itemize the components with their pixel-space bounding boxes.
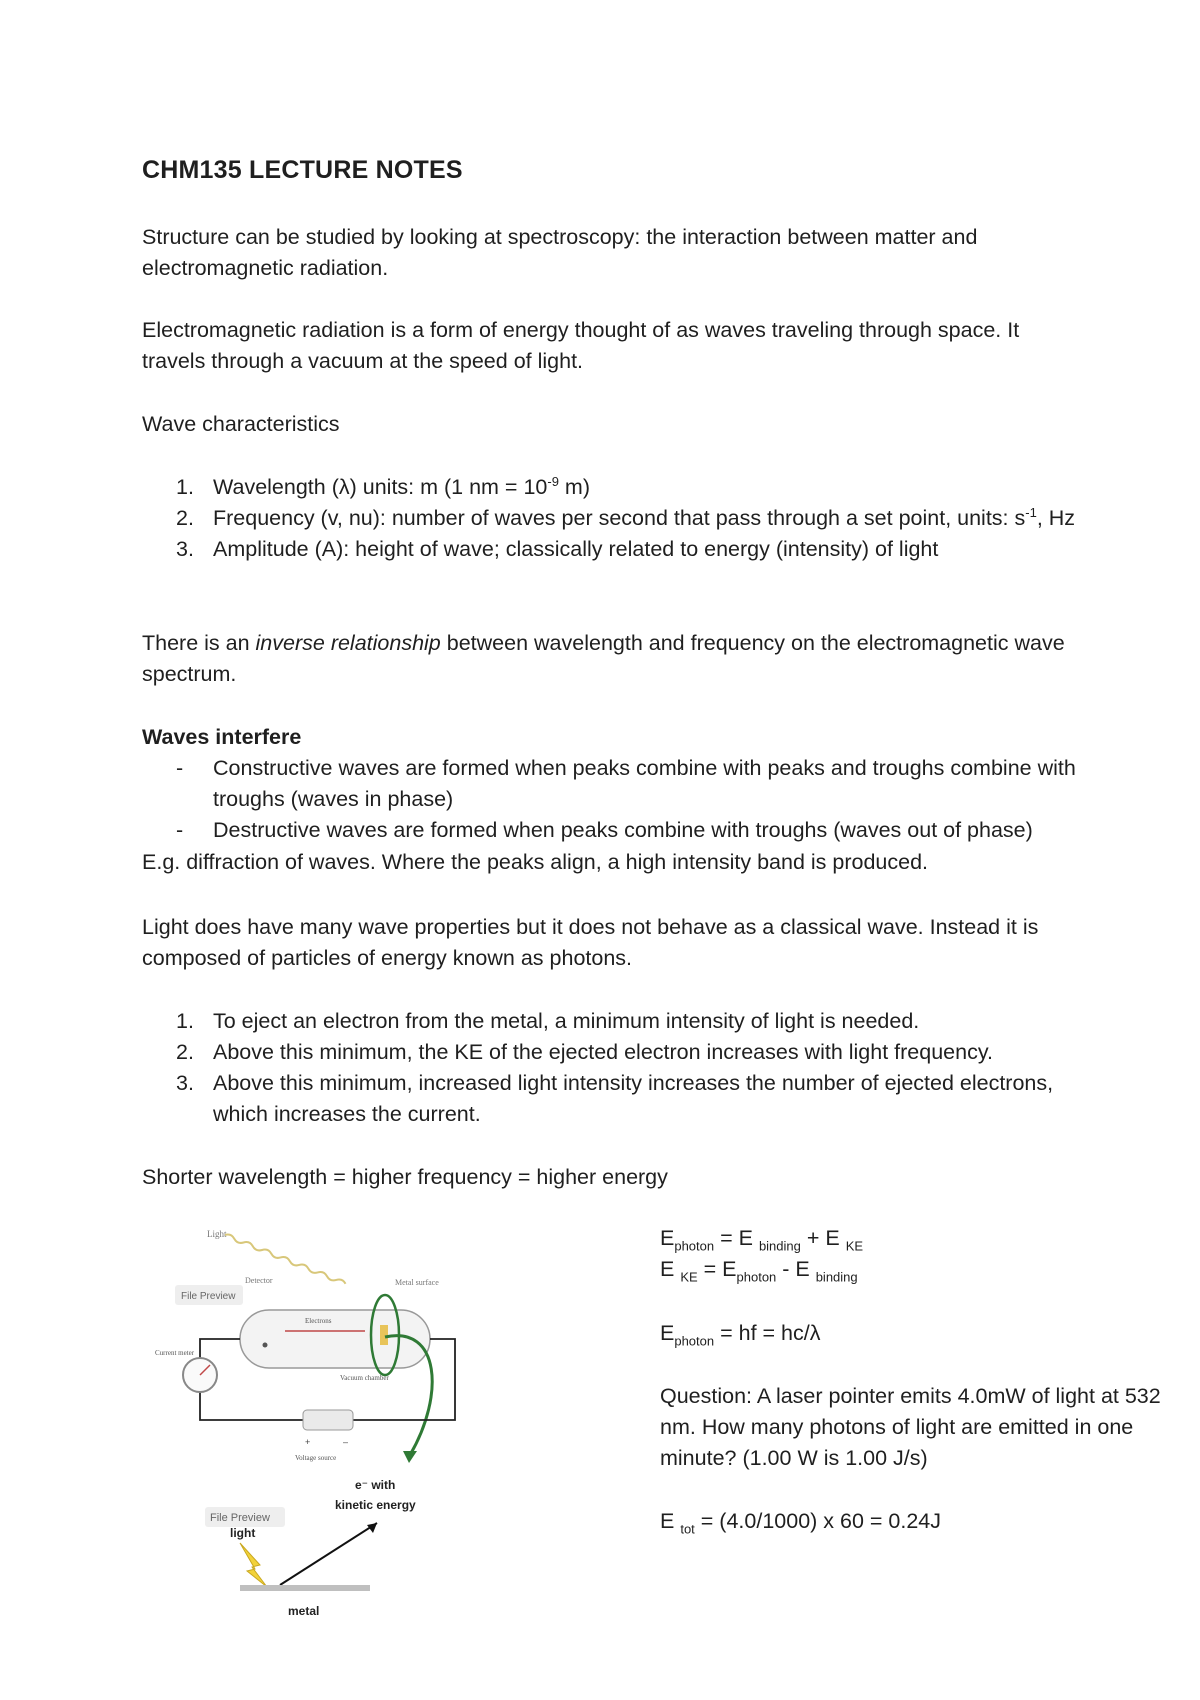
photoelectric-diagram xyxy=(155,1225,485,1625)
wave-characteristics-list xyxy=(142,472,1082,565)
paragraph-photons: Light does have many wave properties but it does not behave as a classical wave. Instead it is composed of particles of energy known as photons. xyxy=(142,915,1039,970)
electrons-label: Electrons xyxy=(305,1317,332,1325)
vacuum-tube xyxy=(240,1310,430,1368)
detector-label: Detector xyxy=(245,1276,273,1285)
shorter-wavelength-statement: Shorter wavelength = higher frequency = higher energy xyxy=(142,1165,668,1189)
list-item: 2. Frequency (v, nu): number of waves per second that pass through a set point, units: $s^{-1}$, Hz xyxy=(176,504,1076,530)
electron-dot xyxy=(263,1343,268,1348)
list-item: - Destructive waves are formed when peaks combine with troughs (waves out of phase) xyxy=(176,818,1033,842)
light-label-2: light xyxy=(230,1526,256,1540)
photoelectric-list xyxy=(142,1006,1082,1130)
waves-interfere-heading: Waves interfere xyxy=(142,725,302,749)
equation-planck: $E_{photon}$ = hf = hc/λ xyxy=(660,1321,821,1349)
paragraph-inverse-relationship: There is an inverse relationship between wavelength and frequency on the electromagnetic wave spectrum. xyxy=(142,631,1065,686)
wave-characteristics-heading: Wave characteristics xyxy=(142,412,340,436)
list-item: 3. Above this minimum, increased light intensity increases the number of ejected electrons, which increases the current. xyxy=(176,1071,1054,1126)
equation-total-energy: E $_{tot}$ = (4.0/1000) x 60 = 0.24J xyxy=(660,1509,942,1537)
list-item: - Constructive waves are formed when peaks combine with peaks and troughs combine with troughs (waves in phase) xyxy=(176,756,1076,811)
ejection-vector xyxy=(280,1523,377,1585)
metal-surface-label: Metal surface xyxy=(395,1278,439,1287)
voltage-source-label: Voltage source xyxy=(295,1454,337,1462)
light-label: Light xyxy=(207,1229,227,1239)
svg-text:+: + xyxy=(305,1437,311,1447)
page-title: CHM135 LECTURE NOTES xyxy=(142,156,463,184)
light-wave xyxy=(224,1233,346,1285)
equation-kinetic-energy: E $_{KE} = E_{photon} - E$ $_{binding}$ xyxy=(660,1257,858,1285)
vacuum-chamber-label: Vacuum chamber xyxy=(340,1374,389,1382)
file-preview-label: File Preview xyxy=(181,1291,236,1302)
question-text: Question: A laser pointer emits 4.0mW of light at 532 nm. How many photons of light are emitted in one minute? (1.00 W is 1.00 J/s) xyxy=(660,1384,1161,1470)
electron-ke-label-1: e⁻ with xyxy=(355,1478,396,1492)
electron-ke-label-2: kinetic energy xyxy=(335,1498,416,1512)
list-item: 3. Amplitude (A): height of wave; classically related to energy (intensity) of light xyxy=(176,537,939,561)
list-item: 1. Wavelength (λ) units: m (1 nm = $10^{-9}$ m) xyxy=(176,473,590,499)
paragraph-spectroscopy: Structure can be studied by looking at spectroscopy: the interaction between matter and electromagnetic radiation. xyxy=(142,225,978,280)
voltage-source xyxy=(303,1410,353,1430)
interference-list xyxy=(142,753,1082,846)
svg-text:–: – xyxy=(343,1437,349,1447)
lightning-icon xyxy=(240,1543,267,1587)
svg-text:File Preview: File Preview xyxy=(210,1512,270,1524)
equation-photon-energy: $E_{photon} = E$ $_{binding}$ + E $_{KE}$ xyxy=(660,1226,864,1254)
metal-plate xyxy=(380,1325,388,1345)
list-item: 2. Above this minimum, the KE of the ejected electron increases with light frequency. xyxy=(176,1040,993,1064)
paragraph-diffraction: E.g. diffraction of waves. Where the peaks align, a high intensity band is produced. xyxy=(142,850,929,874)
metal-slab xyxy=(240,1585,370,1591)
metal-label: metal xyxy=(288,1604,320,1618)
current-meter-label: Current meter xyxy=(155,1349,195,1357)
paragraph-em-radiation: Electromagnetic radiation is a form of energy thought of as waves traveling through space. It travels through a vacuum at the speed of light. xyxy=(142,318,1020,373)
list-item: 1. To eject an electron from the metal, a minimum intensity of light is needed. xyxy=(176,1009,920,1033)
